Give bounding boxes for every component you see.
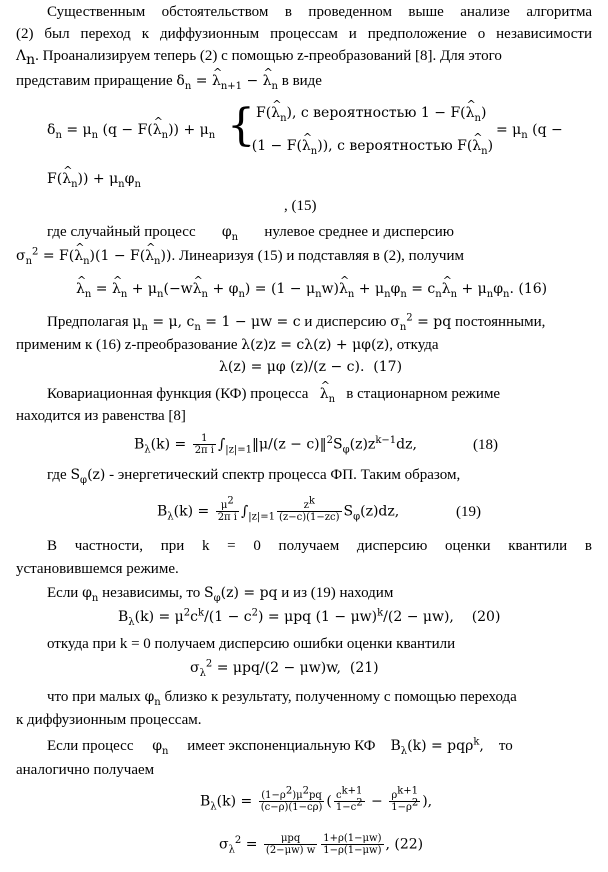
eq15-rhs: = $\mu_n$ (q − (496, 122, 563, 141)
eq22b: $\sigma_\lambda^2$ = $\frac{\text{μpq}}{(2-\mu w) w}$ $\frac{1+\rho(1-\mu w)}{1-\rho(1-\mu w)}$ , (22) (219, 833, 424, 856)
para2-line1: где случайный процесс $\varphi_n$ нулевое среднее и дисперсию (47, 224, 454, 243)
eq16: ^ $\lambda_n$ = ^ $\lambda_n$ + $\mu_n(-w\^{}$ $\lambda_n + \varphi_n) = (1$ − $\mu_nw)\^{}$ $\lambda_n + \mu_n\varphi_n$ = $c_n\^{}$ $\lambda_n + \mu_n\varphi_n$. (16) (76, 280, 547, 299)
para4-line1: Ковариационная функция (КФ) процесса ^ $\lambda_n$ в стационарном режиме (47, 385, 592, 404)
eq21: $\sigma_\lambda^2 = \mu pq/(2 - \mu w)w$, (21) (190, 658, 379, 679)
eq15-label: , (15) (284, 198, 317, 214)
eq20: $B_\lambda(k) = \mu^2c^k/(1 - c^2) = \mu pq$ $(1 - \mu w)^k/(2 - \mu w)$, (20) (118, 607, 501, 628)
para6-line1: В частности, при k = 0 получаем дисперсию оценки квантили в (47, 538, 592, 554)
para9-line2: к диффузионным процессам. (16, 712, 202, 728)
para3-line2: применим к (16) z-преобразование λ(z)z = cλ(z) + μφ(z), откуда (16, 337, 439, 353)
eq15-case-bottom: −(1 − F(^ $\lambda_n$)), с вероятностью F(^ $\lambda_n$) (240, 137, 493, 156)
para1-line2: (2) был переход к диффузионным процессам и предположение о независимости (16, 26, 592, 42)
eq15-brace: { (227, 100, 255, 151)
para5-line1: где $S_\varphi(z)$ - энергетический спектр процесса ФП. Таким образом, (47, 467, 461, 486)
eq19: $B_\lambda(k)$ = $\frac{\mu^2}{\text{2π i}}$ $\int_{|z|=1}$ $\frac{z^k}{(z-c)(1-zc)}$ $S_\varphi(z)dz$, (157, 495, 400, 523)
para3-line1: Предполагая $\mu_n = \mu$, $c_n = 1 - \mu w = c$ и дисперсию $\sigma_n^2$ = pq постоянными, (47, 312, 546, 333)
eq18: $B_\lambda(k)$ = $\frac{1}{\text{2π i}}$ $\int_{|z|=1}‖\mu/(z$ − $c)‖^2S_\varphi(z)z^{k-1}dz$, (134, 433, 417, 456)
para6-line2: установившемся режиме. (16, 561, 179, 577)
eq17: λ(z) = μφ (z)/(z − c). (17) (219, 359, 403, 375)
eq18-label: (18) (473, 437, 498, 453)
eq19-label: (19) (456, 504, 481, 520)
para4-line2: находится из равенства [8] (16, 408, 186, 424)
eq15-case-top: F(^ $\lambda_n$), с вероятностью 1 − F(^ $\lambda_n$) (256, 104, 486, 123)
eq15-rhs-cont: F(^ $\lambda_n)) + \mu_n\varphi_n$ (47, 170, 141, 189)
para1-line3: $\Lambda_n$. Проанализируем теперь (2) с помощью z-преобразований [8]. Для этого (16, 48, 502, 68)
para2-line2: $\sigma_n^2$ = F(^ $\lambda_n)(1$ − F(^ $\lambda_n$)). Линеаризуя (15) и подставляя в (2), получим (16, 247, 464, 266)
para10-line1: Если процесс $\varphi_n$ имеет экспоненциальную КФ $B_\lambda(k) = pq\rho^k$, то (47, 736, 513, 757)
eq22a: $B_\lambda(k)$ = $\frac{(1-\rho^2)\mu^2pq}{(c-\rho)(1-c\rho)}$ ( $\frac{c^{k+1}}{1-c^2}$ − $\frac{\rho^{k+1}}{1-\rho^2}$ ), (200, 785, 433, 813)
para7-line1: Если $\varphi_n$ независимы, то $S_\varphi(z)$ = pq и из (19) находим (47, 585, 394, 604)
eq15-lhs: $\delta_n = \mu_n$ (q − F(^ $\lambda_n)) + \mu_n$ (47, 121, 215, 140)
para1-line1: Существенным обстоятельством в проведенном выше анализе алгоритма (47, 4, 592, 20)
para9-line1: что при малых $\varphi_n$ близко к результату, полученному с помощью перехода (47, 689, 517, 708)
para8-line1: откуда при k = 0 получаем дисперсию ошибки оценки квантили (47, 636, 456, 652)
para10-line2: аналогично получаем (16, 762, 155, 778)
para1-line4: представим приращение $\delta_n$ = ^ $\lambda_{n+1}$ − ^ $\lambda_n$ в виде (16, 72, 322, 91)
